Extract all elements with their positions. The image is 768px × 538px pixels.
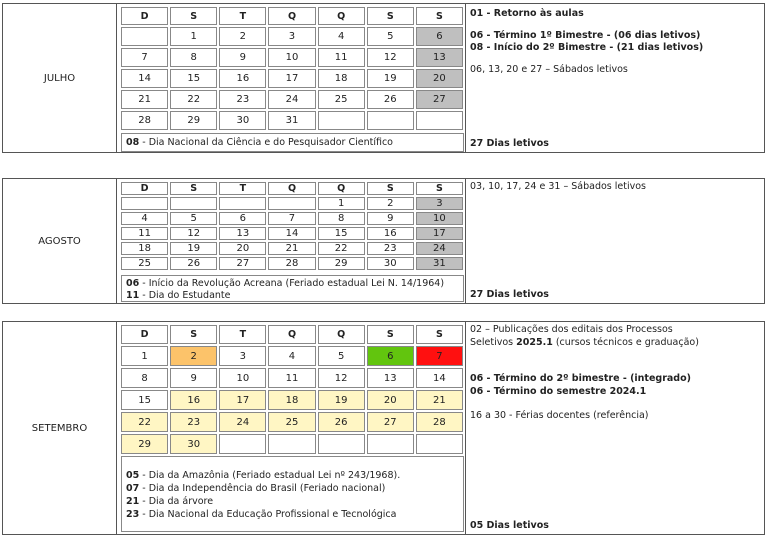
day-cell: 20 (219, 242, 266, 255)
day-cell: 1 (318, 197, 365, 210)
weekday-header: D (121, 7, 168, 25)
day-cell: 20 (416, 69, 463, 88)
note-line: 16 a 30 - Férias docentes (referência) (470, 410, 649, 421)
day-cell: 5 (170, 212, 217, 225)
weekday-header: Q (318, 7, 365, 25)
day-cell: 22 (170, 90, 217, 109)
day-cell (268, 197, 315, 210)
day-cell: 2 (367, 197, 414, 210)
calendar-setembro (119, 323, 465, 456)
day-cell (416, 434, 463, 454)
day-cell: 3 (268, 27, 315, 46)
holiday-notes-julho: 08 - Dia Nacional da Ciência e do Pesquisador Científico (121, 133, 464, 152)
day-cell: 29 (121, 434, 168, 454)
day-cell: 6 (219, 212, 266, 225)
day-cell: 18 (318, 69, 365, 88)
day-cell: 6 (416, 27, 463, 46)
day-cell: 23 (219, 90, 266, 109)
weekday-header: S (367, 7, 414, 25)
weekday-header: S (367, 325, 414, 344)
day-cell: 27 (416, 90, 463, 109)
day-cell: 24 (219, 412, 266, 432)
day-cell: 19 (367, 69, 414, 88)
day-cell: 1 (170, 27, 217, 46)
total-days: 05 Dias letivos (470, 520, 549, 531)
total-days: 27 Dias letivos (470, 138, 549, 149)
day-cell: 10 (219, 368, 266, 388)
day-cell: 24 (416, 242, 463, 255)
month-name: SETEMBRO (3, 322, 117, 534)
day-cell: 10 (416, 212, 463, 225)
day-cell: 14 (268, 227, 315, 240)
day-cell: 11 (268, 368, 315, 388)
day-cell: 17 (268, 69, 315, 88)
day-cell: 14 (416, 368, 463, 388)
notes-julho (465, 4, 764, 152)
month-block-agosto (2, 178, 765, 304)
day-cell: 30 (367, 257, 414, 270)
day-cell: 18 (268, 390, 315, 410)
weekday-header: D (121, 182, 168, 195)
day-cell: 6 (367, 346, 414, 366)
day-cell: 7 (416, 346, 463, 366)
day-cell: 17 (219, 390, 266, 410)
note-line: 06 - Término do semestre 2024.1 (470, 385, 647, 397)
note-line: 06 - Término 1º Bimestre - (06 dias letivos) (470, 29, 701, 41)
month-block-julho (2, 3, 765, 153)
weekday-header: Q (318, 182, 365, 195)
day-cell: 2 (219, 27, 266, 46)
day-cell (367, 434, 414, 454)
day-cell: 11 (121, 227, 168, 240)
day-cell: 26 (367, 90, 414, 109)
day-cell: 13 (416, 48, 463, 67)
day-cell: 19 (318, 390, 365, 410)
weekday-header: Q (268, 182, 315, 195)
day-cell: 5 (318, 346, 365, 366)
weekday-header: Q (268, 325, 315, 344)
day-cell: 28 (268, 257, 315, 270)
month-name: JULHO (3, 4, 117, 152)
day-cell: 24 (268, 90, 315, 109)
note-line: 08 - Início do 2º Bimestre - (21 dias letivos) (470, 42, 704, 53)
day-cell (219, 197, 266, 210)
day-cell: 30 (170, 434, 217, 454)
notes-setembro (465, 322, 764, 534)
note-line: 06 - Término do 2º bimestre - (integrado) (470, 373, 691, 384)
day-cell: 9 (170, 368, 217, 388)
note-line: 02 – Publicações dos editais dos Processos (470, 324, 673, 335)
day-cell: 8 (318, 212, 365, 225)
weekday-header: T (219, 182, 266, 195)
note-line: Seletivos 2025.1 (cursos técnicos e graduação) (470, 336, 699, 348)
day-cell: 27 (219, 257, 266, 270)
weekday-header: T (219, 7, 266, 25)
day-cell: 4 (121, 212, 168, 225)
weekday-header: S (170, 182, 217, 195)
day-cell: 23 (367, 242, 414, 255)
month-name: AGOSTO (3, 179, 117, 303)
day-cell: 12 (318, 368, 365, 388)
weekday-header: S (416, 7, 463, 25)
day-cell: 16 (170, 390, 217, 410)
day-cell: 9 (367, 212, 414, 225)
day-cell: 12 (170, 227, 217, 240)
day-cell (219, 434, 266, 454)
day-cell: 22 (121, 412, 168, 432)
day-cell: 23 (170, 412, 217, 432)
weekday-header: D (121, 325, 168, 344)
day-cell: 25 (318, 90, 365, 109)
total-days: 27 Dias letivos (470, 289, 549, 300)
day-cell (318, 111, 365, 130)
weekday-header: Q (318, 325, 365, 344)
day-cell: 1 (121, 346, 168, 366)
day-cell: 3 (416, 197, 463, 210)
day-cell: 29 (170, 111, 217, 130)
weekday-header: S (416, 182, 463, 195)
day-cell (318, 434, 365, 454)
day-cell: 7 (121, 48, 168, 67)
day-cell: 31 (416, 257, 463, 270)
day-cell: 4 (268, 346, 315, 366)
day-cell: 31 (268, 111, 315, 130)
day-cell: 5 (367, 27, 414, 46)
day-cell: 21 (416, 390, 463, 410)
note-line: 01 - Retorno às aulas (470, 8, 584, 19)
calendar-agosto (119, 180, 465, 272)
day-cell: 21 (268, 242, 315, 255)
day-cell: 28 (416, 412, 463, 432)
day-cell: 15 (121, 390, 168, 410)
day-cell: 26 (170, 257, 217, 270)
day-cell: 3 (219, 346, 266, 366)
day-cell: 8 (170, 48, 217, 67)
day-cell: 16 (219, 69, 266, 88)
day-cell: 30 (219, 111, 266, 130)
weekday-header: S (170, 7, 217, 25)
day-cell (416, 111, 463, 130)
day-cell: 7 (268, 212, 315, 225)
day-cell: 15 (170, 69, 217, 88)
weekday-header: S (170, 325, 217, 344)
day-cell: 8 (121, 368, 168, 388)
holiday-notes-setembro: 05 - Dia da Amazônia (Feriado estadual Lei nº 243/1968). 07 - Dia da Independência do Brasil (Feriado nacional) 21 - Dia da árvore 23 - Dia Nacional da Educação Profissional e Tecnológica (121, 456, 464, 532)
day-cell: 25 (268, 412, 315, 432)
month-block-setembro (2, 321, 765, 535)
day-cell: 22 (318, 242, 365, 255)
day-cell: 12 (367, 48, 414, 67)
day-cell: 4 (318, 27, 365, 46)
day-cell: 27 (367, 412, 414, 432)
day-cell: 2 (170, 346, 217, 366)
day-cell: 28 (121, 111, 168, 130)
day-cell: 15 (318, 227, 365, 240)
day-cell: 14 (121, 69, 168, 88)
day-cell (121, 197, 168, 210)
weekday-header: S (416, 325, 463, 344)
note-line: 03, 10, 17, 24 e 31 – Sábados letivos (470, 181, 646, 192)
day-cell: 19 (170, 242, 217, 255)
day-cell: 25 (121, 257, 168, 270)
calendar-julho (119, 5, 465, 132)
notes-agosto (465, 179, 764, 303)
day-cell: 26 (318, 412, 365, 432)
day-cell: 13 (219, 227, 266, 240)
day-cell: 9 (219, 48, 266, 67)
holiday-notes-agosto: 06 - Início da Revolução Acreana (Feriado estadual Lei N. 14/1964) 11 - Dia do Estudante (121, 275, 464, 302)
day-cell: 18 (121, 242, 168, 255)
day-cell: 17 (416, 227, 463, 240)
weekday-header: Q (268, 7, 315, 25)
note-line: 06, 13, 20 e 27 – Sábados letivos (470, 63, 628, 75)
day-cell: 29 (318, 257, 365, 270)
day-cell: 20 (367, 390, 414, 410)
day-cell (367, 111, 414, 130)
day-cell: 11 (318, 48, 365, 67)
day-cell: 13 (367, 368, 414, 388)
day-cell (121, 27, 168, 46)
day-cell: 16 (367, 227, 414, 240)
day-cell (170, 197, 217, 210)
day-cell: 10 (268, 48, 315, 67)
weekday-header: S (367, 182, 414, 195)
day-cell (268, 434, 315, 454)
weekday-header: T (219, 325, 266, 344)
day-cell: 21 (121, 90, 168, 109)
